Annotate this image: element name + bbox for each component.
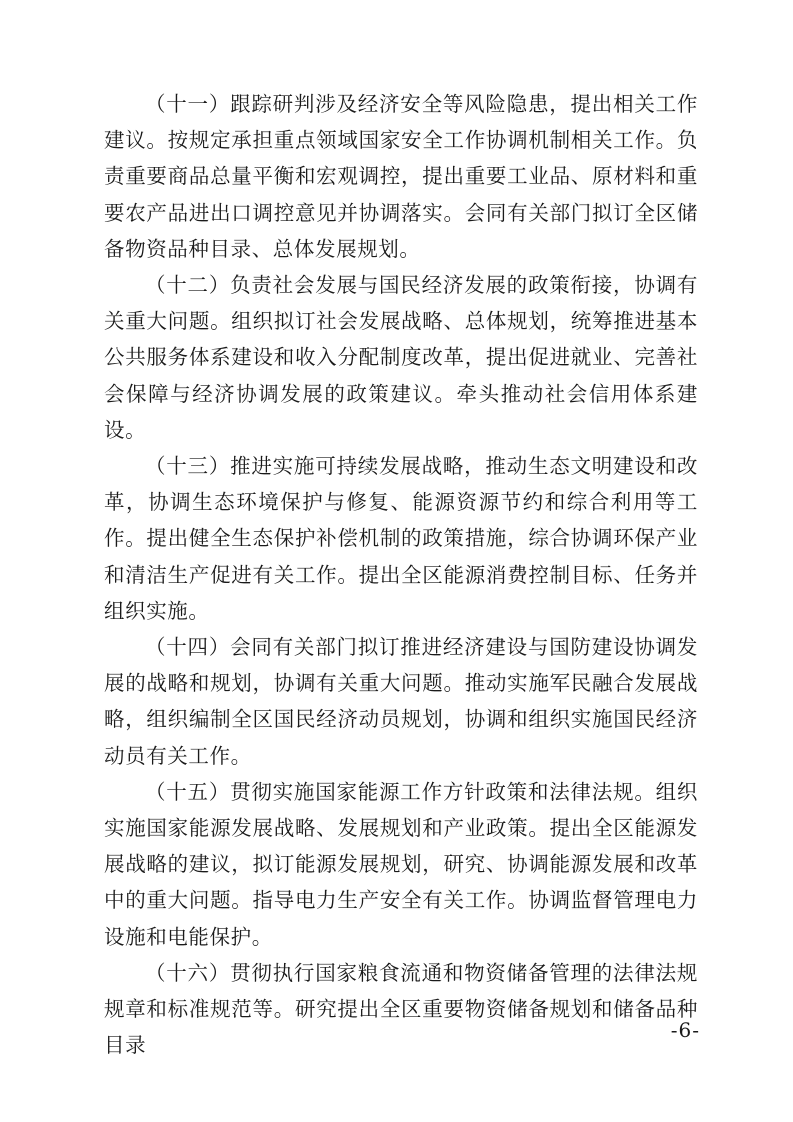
page-number: -6-: [670, 1018, 700, 1042]
paragraph-15: （十五）贯彻实施国家能源工作方针政策和法律法规。组织实施国家能源发展战略、发展规划和产业政策。提出全区能源发展战略的建议，拟订能源发展规划，研究、协调能源发展和改革中的重大问题。指导电力生产安全有关工作。协调监督管理电力设施和电能保护。: [104, 779, 698, 949]
document-body: [104, 86, 698, 1063]
paragraph-13: （十三）推进实施可持续发展战略，推动生态文明建设和改革，协调生态环境保护与修复、能源资源节约和综合利用等工作。提出健全生态保护补偿机制的政策措施，综合协调环保产业和清洁生产促进有关工作。提出全区能源消费控制目标、任务并组织实施。: [104, 454, 698, 623]
paragraph-14: （十四）会同有关部门拟订推进经济建设与国防建设协调发展的战略和规划，协调有关重大问题。推动实施军民融合发展战略，组织编制全区国民经济动员规划，协调和组织实施国民经济动员有关工作。: [104, 635, 698, 768]
paragraph-16: （十六）贯彻执行国家粮食流通和物资储备管理的法律法规规章和标准规范等。研究提出全区重要物资储备规划和储备品种目录: [104, 960, 698, 1058]
paragraph-11: （十一）跟踪研判涉及经济安全等风险隐患，提出相关工作建议。按规定承担重点领域国家安全工作协调机制相关工作。负责重要商品总量平衡和宏观调控，提出重要工业品、原材料和重要农产品进出口调控意见并协调落实。会同有关部门拟订全区储备物资品种目录、总体发展规划。: [104, 92, 698, 261]
paragraph-12: （十二）负责社会发展与国民经济发展的政策衔接，协调有关重大问题。组织拟订社会发展战略、总体规划，统筹推进基本公共服务体系建设和收入分配制度改革，提出促进就业、完善社会保障与经济协调发展的政策建议。牵头推动社会信用体系建设。: [104, 273, 698, 442]
